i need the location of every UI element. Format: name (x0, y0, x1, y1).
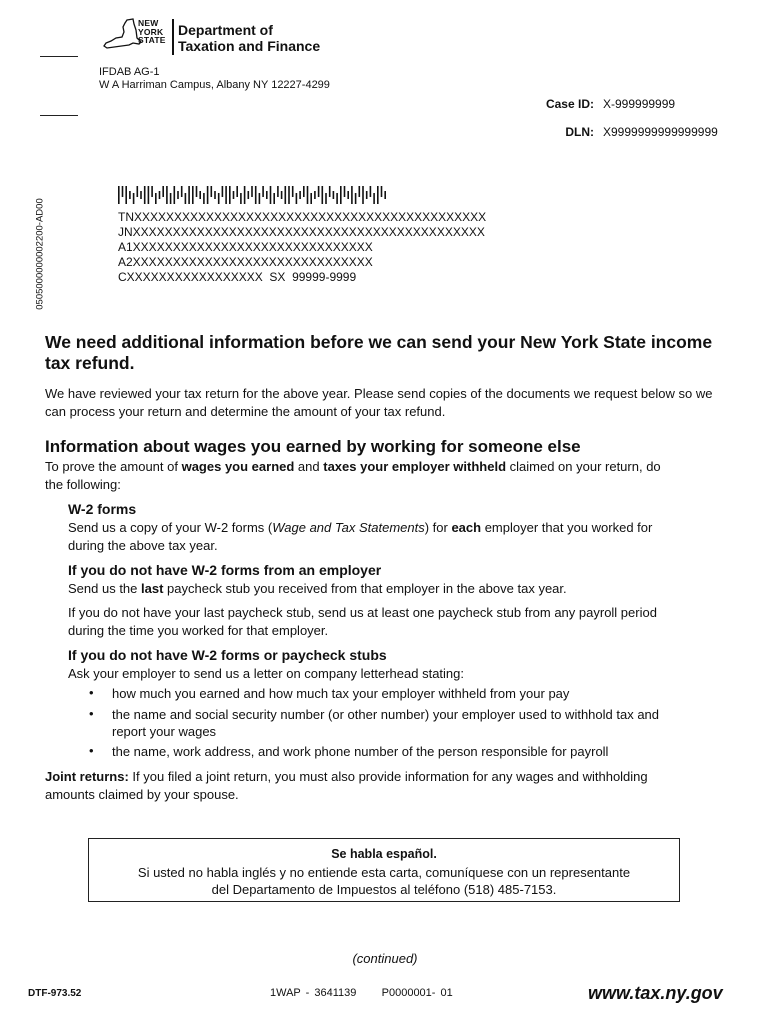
barcode-bar (340, 186, 342, 204)
office-code: IFDAB AG-1 (99, 66, 160, 78)
barcode-bar (125, 186, 127, 204)
barcode-bar (329, 186, 331, 197)
barcode-bar (151, 186, 153, 197)
barcode-bar (266, 191, 268, 199)
no-w2-stubs-heading: If you do not have W-2 forms or paycheck stubs (68, 647, 387, 663)
paystub-alt-paragraph: If you do not have your last paycheck stub, send us at least one paycheck stub from any payroll period during the time you worked for that employer. (68, 605, 657, 638)
main-heading: We need additional information before we can send your New York State income tax refund. (45, 332, 713, 373)
barcode-bar (381, 186, 383, 197)
intro-paragraph: We have reviewed your tax return for the above year. Please send copies of the documents we request below so we can process your return and determine the amount of your tax refund. (45, 386, 713, 419)
barcode-bar (366, 191, 368, 199)
website-link[interactable]: www.tax.ny.gov (588, 983, 723, 1003)
barcode-bar (133, 193, 135, 204)
list-item: the name and social security number (or other number) your employer used to withhold tax and (112, 707, 660, 722)
barcode-bar (336, 193, 338, 204)
barcode-bar (225, 186, 227, 204)
barcode-bar (325, 193, 327, 204)
barcode-bar (333, 191, 335, 199)
barcode-bar (377, 186, 379, 204)
case-id-value: X-999999999 (603, 97, 676, 111)
w2-paragraph: Send us a copy of your W-2 forms (Wage and Tax Statements) for each employer that you worked for during the above tax year. (68, 520, 653, 553)
barcode-bar (314, 191, 316, 199)
barcode-bar (296, 193, 298, 204)
list-item: how much you earned and how much tax your employer withheld from your pay (112, 686, 570, 701)
barcode-bar (122, 186, 124, 197)
barcode-bar (236, 186, 238, 197)
spanish-notice-line-2: del Departamento de Impuestos al teléfono (518) 485-7153. (211, 882, 557, 897)
department-name: Department of Taxation and Finance (178, 22, 321, 54)
list-item: the name, work address, and work phone number of the person responsible for payroll (112, 744, 609, 759)
barcode-bar (273, 193, 275, 204)
form-number: DTF-973.52 (28, 988, 82, 999)
letter-intro: Ask your employer to send us a letter on company letterhead stating: (68, 666, 464, 681)
barcode-bar (318, 186, 320, 197)
case-id-label: Case ID: (545, 97, 594, 111)
barcode-bar (196, 186, 198, 197)
section-heading: Information about wages you earned by working for someone else (45, 437, 581, 456)
barcode-bar (285, 186, 287, 204)
barcode-bar (292, 186, 294, 197)
dln-value: X9999999999999999 (603, 125, 718, 139)
barcode-bar (181, 186, 183, 197)
dln-label: DLN: (565, 125, 594, 139)
spanish-notice-line-1: Si usted no habla inglés y no entiende esta carta, comuníquese con un representante (137, 865, 631, 880)
spanish-notice-title: Se habla español. (331, 847, 437, 861)
barcode-bar (129, 191, 131, 199)
barcode-bar (359, 186, 361, 197)
barcode-bar (322, 186, 324, 204)
bullet-marker: • (89, 743, 94, 758)
barcode-bar (370, 186, 372, 197)
barcode-bar (203, 193, 205, 204)
barcode-bar (373, 193, 375, 204)
barcode-bar (192, 186, 194, 204)
barcode-bar (355, 193, 357, 204)
barcode-bar (244, 186, 246, 204)
barcode-bar (362, 186, 364, 204)
barcode-bar (144, 186, 146, 204)
barcode-bar (207, 186, 209, 204)
logo-divider (172, 19, 174, 55)
barcode-bar (277, 186, 279, 197)
barcode-bar (162, 186, 164, 197)
barcode-bar (240, 193, 242, 204)
barcode-bar (281, 191, 283, 199)
barcode-bar (140, 191, 142, 199)
recipient-address: TNXXXXXXXXXXXXXXXXXXXXXXXXXXXXXXXXXXXXXXXXXXXX JNXXXXXXXXXXXXXXXXXXXXXXXXXXXXXXXXXXXXXXXXXXXX A1XXXXXXXXXXXXXXXXXXXXXXXXXXXXXX A2XXXXXXXXXXXXXXXXXXXXXXXXXXXXXX CXXXXXXXXXXXXXXXXX SX 99999-9999 (118, 210, 487, 284)
paystub-paragraph: Send us the last paycheck stub you received from that employer in the above tax year. (68, 581, 567, 596)
barcode-bar (199, 191, 201, 199)
bullet-marker: • (89, 685, 94, 700)
postal-barcode (118, 186, 398, 204)
side-document-code: 0505000000002200-AD00 (34, 198, 46, 310)
barcode-bar (307, 186, 309, 204)
barcode-bar (310, 193, 312, 204)
fold-mark-bottom (40, 115, 78, 116)
barcode-bar (137, 186, 139, 197)
barcode-bar (218, 193, 220, 204)
barcode-bar (288, 186, 290, 204)
barcode-bar (174, 186, 176, 204)
document-codes: 1WAP - 3641139 P0000001- 01 (270, 987, 453, 999)
barcode-bar (229, 186, 231, 204)
logo-state-text: NEW YORK STATE (138, 18, 166, 45)
barcode-bar (384, 191, 386, 199)
barcode-bar (214, 191, 216, 199)
bullet-marker: • (89, 706, 94, 721)
barcode-bar (251, 186, 253, 197)
barcode-bar (344, 186, 346, 197)
continued-note: (continued) (352, 951, 418, 966)
w2-heading: W-2 forms (68, 501, 137, 517)
barcode-bar (259, 193, 261, 204)
no-w2-employer-heading: If you do not have W-2 forms from an employer (68, 562, 382, 578)
barcode-bar (166, 186, 168, 204)
barcode-bar (347, 191, 349, 199)
barcode-bar (262, 186, 264, 197)
barcode-bar (188, 186, 190, 204)
barcode-bar (299, 191, 301, 199)
barcode-bar (148, 186, 150, 204)
barcode-bar (270, 186, 272, 204)
barcode-bar (118, 186, 120, 204)
fold-mark-top (40, 56, 78, 57)
joint-returns-paragraph: Joint returns: If you filed a joint return, you must also provide information for any wages and withholding amounts claimed by your spouse. (45, 769, 648, 802)
office-address-block (99, 66, 330, 92)
barcode-bar (170, 193, 172, 204)
barcode-bar (351, 186, 353, 204)
barcode-bar (159, 191, 161, 199)
barcode-bar (303, 186, 305, 197)
barcode-bar (177, 191, 179, 199)
barcode-bar (185, 193, 187, 204)
barcode-bar (155, 193, 157, 204)
office-address: W A Harriman Campus, Albany NY 12227-4299 (99, 79, 330, 91)
list-item-continuation: report your wages (112, 724, 217, 739)
barcode-bar (222, 186, 224, 197)
new-york-state-map-icon (103, 18, 143, 52)
barcode-bar (211, 186, 213, 197)
barcode-bar (233, 191, 235, 199)
barcode-bar (255, 186, 257, 204)
prove-paragraph: To prove the amount of wages you earned and taxes your employer withheld claimed on your return, do the following: (45, 459, 661, 492)
barcode-bar (248, 191, 250, 199)
